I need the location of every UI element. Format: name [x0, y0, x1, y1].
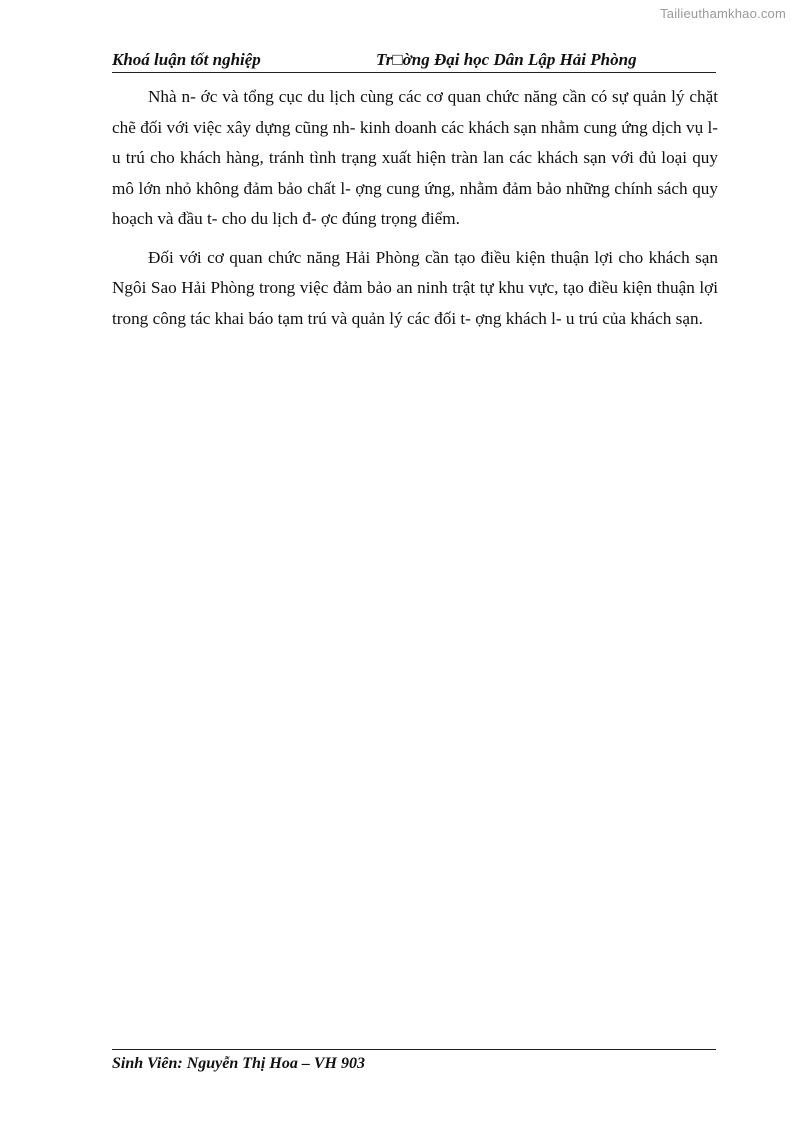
document-body	[112, 82, 718, 342]
header-university-name: Tr□ờng Đại học Dân Lập Hải Phòng	[376, 50, 637, 69]
header-thesis-label: Khoá luận tốt nghiệp	[112, 50, 261, 69]
running-header	[112, 48, 716, 73]
paragraph-1: Nhà n- ớc và tổng cục du lịch cùng các cơ quan chức năng cần có sự quản lý chặt chẽ đối với việc xây dựng cũng nh- kinh doanh các khách sạn nhằm cung ứng dịch vụ l- u trú cho khách hàng, tránh tình trạng xuất hiện tràn lan các khách sạn với đủ loại quy mô lớn nhỏ không đảm bảo chất l- ợng cung ứng, nhằm đảm bảo những chính sách quy hoạch và đầu t- cho du lịch đ- ợc đúng trọng điểm.	[112, 87, 718, 228]
watermark-text: Tailieuthamkhao.com	[660, 6, 786, 21]
footer-divider	[112, 1049, 716, 1050]
footer-student-info: Sinh Viên: Nguyễn Thị Hoa – VH 903	[112, 1055, 365, 1072]
paragraph-2: Đối với cơ quan chức năng Hải Phòng cần tạo điều kiện thuận lợi cho khách sạn Ngôi Sao Hải Phòng trong việc đảm bảo an ninh trật tự khu vực, tạo điều kiện thuận lợi trong công tác khai báo tạm trú và quản lý các đối t- ợng khách l- u trú của khách sạn.	[112, 247, 718, 328]
